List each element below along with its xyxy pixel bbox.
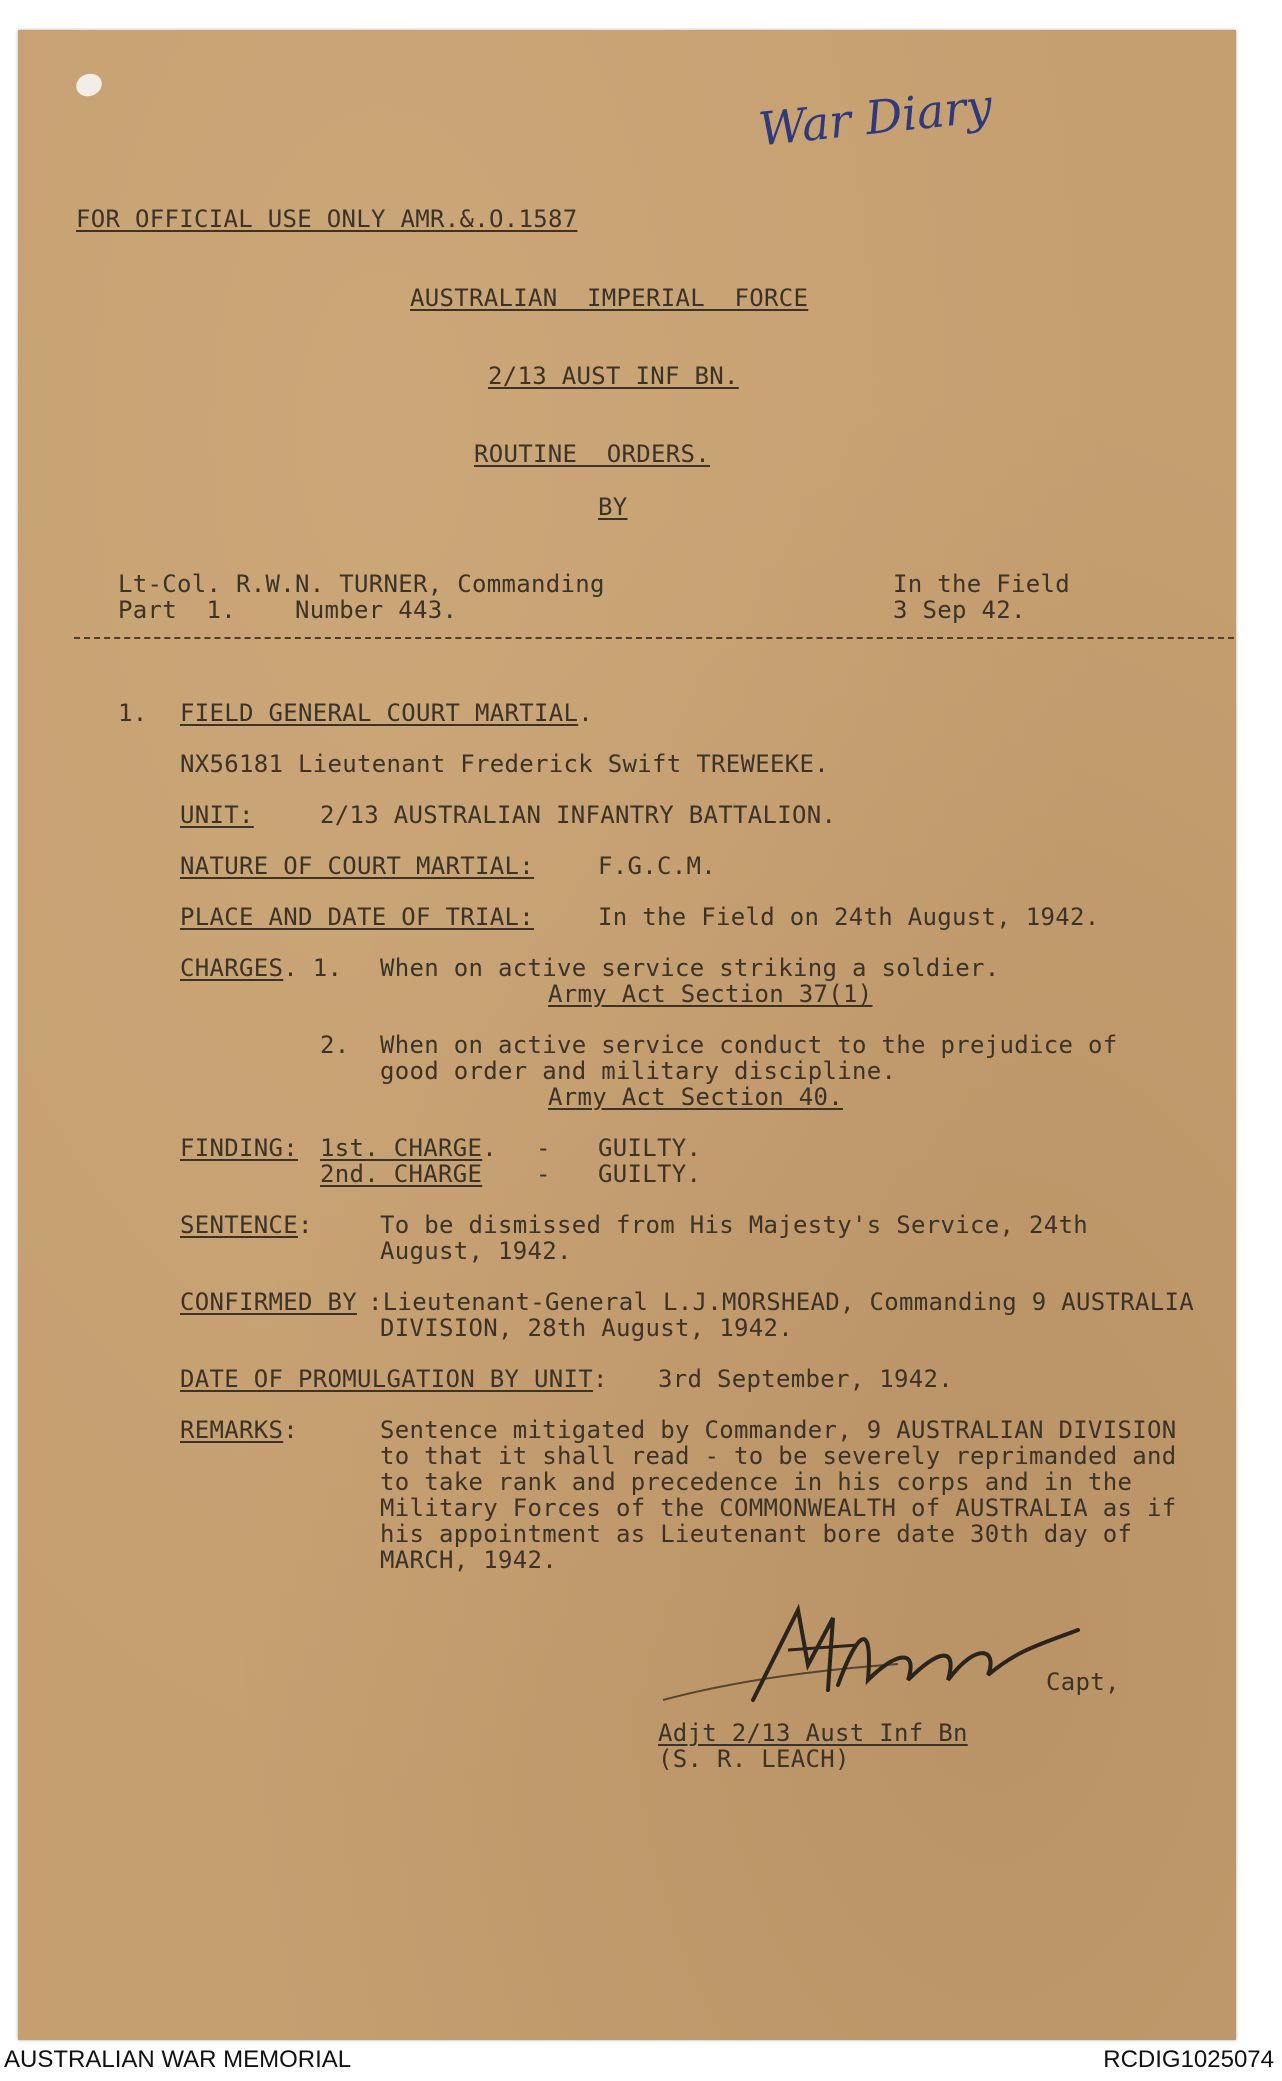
punch-hole (73, 70, 105, 100)
remarks-line-6: MARCH, 1942. (380, 1546, 557, 1574)
unit-value: 2/13 AUSTRALIAN INFANTRY BATTALION. (320, 801, 837, 829)
remarks-line-4: Military Forces of the COMMONWEALTH of AUSTRALIA as if (380, 1494, 1177, 1522)
footer-archive-name: AUSTRALIAN WAR MEMORIAL (4, 2046, 352, 2073)
sentence-line-2: August, 1942. (380, 1237, 572, 1265)
promulgation-value: 3rd September, 1942. (658, 1365, 953, 1393)
place-value: In the Field on 24th August, 1942. (598, 903, 1100, 931)
charge-2-line-1: When on active service conduct to the prejudice of (380, 1031, 1118, 1059)
promulgation-label-group (180, 1366, 608, 1392)
sentence-label-group (180, 1212, 313, 1238)
confirmed-line-2: DIVISION, 28th August, 1942. (380, 1314, 793, 1342)
confirmed-line-1: :Lieutenant-General L.J.MORSHEAD, Commanding 9 AUSTRALIA (368, 1288, 1194, 1316)
charge-1: When on active service striking a soldier. (380, 954, 1000, 982)
charges-label-group (180, 955, 342, 981)
nature-label: NATURE OF COURT MARTIAL: (180, 852, 534, 880)
handwritten-war-diary-note (738, 70, 1038, 160)
signatory-title: Adjt 2/13 Aust Inf Bn (658, 1719, 968, 1747)
part-number: Part 1. Number 443. (118, 596, 458, 624)
item-heading-group (180, 700, 593, 726)
remarks-colon: : (283, 1416, 298, 1444)
signatory-rank: Capt, (1046, 1668, 1120, 1696)
footer-record-id: RCDIG1025074 (1103, 2046, 1274, 2073)
confirmed-label: CONFIRMED BY (180, 1288, 357, 1316)
by-title: BY (598, 493, 628, 521)
commanding-officer: Lt-Col. R.W.N. TURNER, Commanding (118, 570, 605, 598)
charge-2-number: 2. (320, 1031, 350, 1059)
document-sheet (18, 30, 1236, 2040)
charge-2-line-2: good order and military discipline. (380, 1057, 897, 1085)
finding-2-label: 2nd. CHARGE (320, 1160, 483, 1188)
sentence-line-1: To be dismissed from His Majesty's Service, 24th (380, 1211, 1088, 1239)
sentence-colon: : (298, 1211, 313, 1239)
issue-location: In the Field (893, 570, 1070, 598)
item-heading: FIELD GENERAL COURT MARTIAL (180, 699, 579, 727)
finding-2-value: GUILTY. (598, 1160, 702, 1188)
item-number: 1. (118, 699, 148, 727)
remarks-line-2: to that it shall read - to be severely reprimanded and (380, 1442, 1177, 1470)
charge-1-act: Army Act Section 37(1) (548, 980, 873, 1008)
unit-label: UNIT: (180, 801, 254, 829)
place-label: PLACE AND DATE OF TRIAL: (180, 903, 534, 931)
promulgation-colon: : (592, 1365, 608, 1393)
accused-officer: NX56181 Lieutenant Frederick Swift TREWEEKE. (180, 750, 829, 778)
remarks-line-3: to take rank and precedence in his corps and in the (380, 1468, 1133, 1496)
charges-label: CHARGES (180, 954, 284, 982)
finding-1-dash: - (536, 1134, 551, 1162)
finding-2-dash: - (536, 1160, 551, 1188)
remarks-line-5: his appointment as Lieutenant bore date 30th day of (380, 1520, 1133, 1548)
dashed-divider (74, 637, 1234, 639)
routine-orders-title: ROUTINE ORDERS. (474, 440, 710, 468)
unit-title: 2/13 AUST INF BN. (488, 362, 739, 390)
signatory-name: (S. R. LEACH) (658, 1745, 850, 1773)
remarks-label-group (180, 1417, 298, 1443)
nature-value: F.G.C.M. (598, 852, 716, 880)
sentence-label: SENTENCE (180, 1211, 298, 1239)
charge-2-act: Army Act Section 40. (548, 1083, 843, 1111)
signature (658, 1590, 1118, 1720)
remarks-label: REMARKS (180, 1416, 284, 1444)
item-heading-suffix: . (578, 699, 593, 727)
charges-number: . 1. (283, 954, 343, 982)
restriction-line: FOR OFFICIAL USE ONLY AMR.&.O.1587 (76, 205, 578, 233)
issue-date: 3 Sep 42. (893, 596, 1026, 624)
finding-1-label: 1st. CHARGE (320, 1134, 483, 1162)
handwritten-note-text: War Diary (755, 78, 995, 157)
finding-1-label-group (320, 1135, 497, 1161)
finding-label: FINDING: (180, 1134, 298, 1162)
finding-1-dot: . (482, 1134, 497, 1162)
force-title: AUSTRALIAN IMPERIAL FORCE (410, 284, 809, 312)
remarks-line-1: Sentence mitigated by Commander, 9 AUSTRALIAN DIVISION (380, 1416, 1177, 1444)
finding-1-value: GUILTY. (598, 1134, 702, 1162)
promulgation-label: DATE OF PROMULGATION BY UNIT (180, 1365, 593, 1393)
